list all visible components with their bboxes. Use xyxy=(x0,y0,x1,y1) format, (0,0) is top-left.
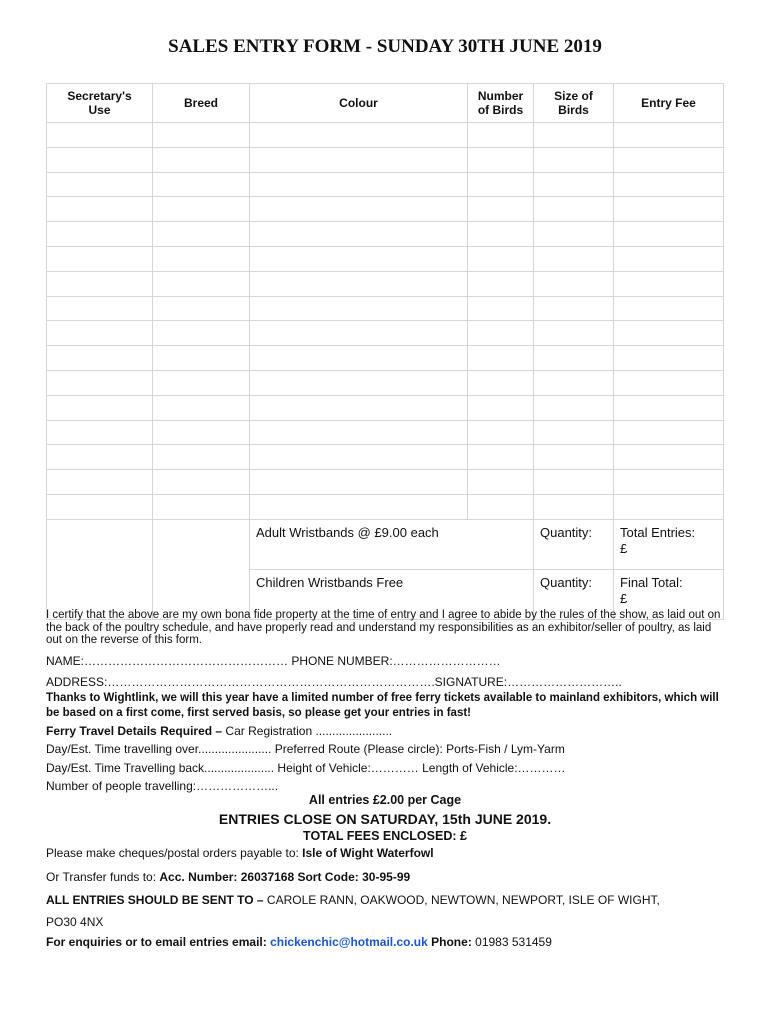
secretary-cell[interactable] xyxy=(47,271,153,296)
fee-cell[interactable] xyxy=(614,395,724,420)
secretary-cell[interactable] xyxy=(47,470,153,495)
number-cell[interactable] xyxy=(468,197,534,222)
colour-cell[interactable] xyxy=(250,222,468,247)
breed-cell[interactable] xyxy=(153,470,250,495)
fee-cell[interactable] xyxy=(614,147,724,172)
fee-cell[interactable] xyxy=(614,271,724,296)
secretary-cell[interactable] xyxy=(47,420,153,445)
breed-cell[interactable] xyxy=(153,172,250,197)
size-cell[interactable] xyxy=(534,246,614,271)
secretary-cell[interactable] xyxy=(47,494,153,519)
children-wristbands-label: Children Wristbands Free xyxy=(250,569,534,619)
enquiries-line: For enquiries or to email entries email: chickenchic@hotmail.co.uk Phone: 01983 531459 xyxy=(46,935,552,949)
table-row xyxy=(47,494,724,519)
size-cell[interactable] xyxy=(534,147,614,172)
number-cell[interactable] xyxy=(468,172,534,197)
ferry-line-3[interactable]: Number of people travelling:………………... xyxy=(46,779,279,793)
colour-cell[interactable] xyxy=(250,321,468,346)
all-entries-price: All entries £2.00 per Cage xyxy=(308,793,462,807)
adult-quantity-field[interactable]: Quantity: xyxy=(534,519,614,569)
name-phone-line[interactable]: NAME:…………………………………………… PHONE NUMBER:……………………… xyxy=(46,654,501,668)
phone-number: 01983 531459 xyxy=(471,935,552,949)
secretary-cell[interactable] xyxy=(47,172,153,197)
size-cell[interactable] xyxy=(534,445,614,470)
transfer-line: Or Transfer funds to: Acc. Number: 26037168 Sort Code: 30-95-99 xyxy=(46,870,411,884)
number-cell[interactable] xyxy=(468,470,534,495)
table-row xyxy=(47,147,724,172)
secretary-cell[interactable] xyxy=(47,246,153,271)
final-total-field[interactable]: Final Total: £ xyxy=(614,569,724,619)
colour-cell[interactable] xyxy=(250,470,468,495)
size-cell[interactable] xyxy=(534,494,614,519)
colour-cell[interactable] xyxy=(250,197,468,222)
table-row xyxy=(47,246,724,271)
colour-cell[interactable] xyxy=(250,494,468,519)
secretary-cell[interactable] xyxy=(47,346,153,371)
table-row xyxy=(47,321,724,346)
total-fees-enclosed: TOTAL FEES ENCLOSED: £ xyxy=(303,829,467,843)
header-size: Size of Birds xyxy=(534,84,614,123)
postcode-line: PO30 4NX xyxy=(46,915,104,929)
breed-cell[interactable] xyxy=(153,296,250,321)
colour-cell[interactable] xyxy=(250,445,468,470)
secretary-cell[interactable] xyxy=(47,445,153,470)
page-title: SALES ENTRY FORM - SUNDAY 30TH JUNE 2019 xyxy=(168,36,602,57)
number-cell[interactable] xyxy=(468,445,534,470)
breed-cell[interactable] xyxy=(153,271,250,296)
total-entries-field[interactable]: Total Entries: £ xyxy=(614,519,724,569)
send-to-line: ALL ENTRIES SHOULD BE SENT TO – CAROLE RANN, OAKWOOD, NEWTOWN, NEWPORT, ISLE OF WIGHT, xyxy=(46,893,660,907)
colour-cell[interactable] xyxy=(250,395,468,420)
number-cell[interactable] xyxy=(468,147,534,172)
secretary-cell[interactable] xyxy=(47,321,153,346)
table-row xyxy=(47,296,724,321)
entries-close-notice: ENTRIES CLOSE ON SATURDAY, 15th JUNE 2019. xyxy=(218,811,552,827)
adult-wristband-row xyxy=(47,519,724,569)
breed-cell[interactable] xyxy=(153,197,250,222)
fee-cell[interactable] xyxy=(614,470,724,495)
fee-cell[interactable] xyxy=(614,172,724,197)
ferry-line-2[interactable]: Day/Est. Time Travelling back..................... Height of Vehicle:………… Length of Vehicle:………… xyxy=(46,761,566,775)
breed-cell[interactable] xyxy=(153,147,250,172)
table-row xyxy=(47,370,724,395)
secretary-cell[interactable] xyxy=(47,395,153,420)
breed-cell[interactable] xyxy=(153,246,250,271)
number-cell[interactable] xyxy=(468,494,534,519)
secretary-cell[interactable] xyxy=(47,370,153,395)
breed-cell[interactable] xyxy=(153,519,250,619)
header-colour: Colour xyxy=(250,84,468,123)
table-row xyxy=(47,123,724,148)
table-row xyxy=(47,420,724,445)
table-row xyxy=(47,222,724,247)
fee-cell[interactable] xyxy=(614,222,724,247)
fee-cell[interactable] xyxy=(614,197,724,222)
certify-text: I certify that the above are my own bona fide property at the time of entry and I agree to abide by the rules of the show, as laid out on the back of the poultry schedule, and have properly read and understand my responsibilities as an exhibitor/seller of poultry, as laid out on the reverse of this form. xyxy=(46,609,721,646)
secretary-cell[interactable] xyxy=(47,123,153,148)
number-cell[interactable] xyxy=(468,123,534,148)
size-cell[interactable] xyxy=(534,123,614,148)
size-cell[interactable] xyxy=(534,395,614,420)
size-cell[interactable] xyxy=(534,470,614,495)
header-number: Number of Birds xyxy=(468,84,534,123)
secretary-cell[interactable] xyxy=(47,296,153,321)
breed-cell[interactable] xyxy=(153,370,250,395)
colour-cell[interactable] xyxy=(250,172,468,197)
table-header-row xyxy=(47,84,724,123)
size-cell[interactable] xyxy=(534,370,614,395)
colour-cell[interactable] xyxy=(250,370,468,395)
fee-cell[interactable] xyxy=(614,321,724,346)
number-cell[interactable] xyxy=(468,321,534,346)
secretary-cell[interactable] xyxy=(47,519,153,619)
address-signature-line[interactable]: ADDRESS:……………………………………………………………………….SIGNATURE:……………………….. xyxy=(46,675,622,689)
number-cell[interactable] xyxy=(468,246,534,271)
number-cell[interactable] xyxy=(468,395,534,420)
entry-table xyxy=(46,83,724,620)
fee-cell[interactable] xyxy=(614,346,724,371)
ferry-heading-line: Ferry Travel Details Required – Car Registration ....................... xyxy=(46,724,393,738)
header-secretary: Secretary's Use xyxy=(47,84,153,123)
table-row xyxy=(47,172,724,197)
number-cell[interactable] xyxy=(468,420,534,445)
fee-cell[interactable] xyxy=(614,246,724,271)
size-cell[interactable] xyxy=(534,197,614,222)
children-quantity-field[interactable]: Quantity: xyxy=(534,569,614,619)
cheques-line: Please make cheques/postal orders payable to: Isle of Wight Waterfowl xyxy=(46,846,434,860)
fee-cell[interactable] xyxy=(614,494,724,519)
header-breed: Breed xyxy=(153,84,250,123)
secretary-cell[interactable] xyxy=(47,222,153,247)
fee-cell[interactable] xyxy=(614,296,724,321)
fee-cell[interactable] xyxy=(614,123,724,148)
table-row xyxy=(47,395,724,420)
breed-cell[interactable] xyxy=(153,395,250,420)
secretary-cell[interactable] xyxy=(47,147,153,172)
table-row xyxy=(47,470,724,495)
size-cell[interactable] xyxy=(534,222,614,247)
size-cell[interactable] xyxy=(534,271,614,296)
adult-wristbands-label: Adult Wristbands @ £9.00 each xyxy=(250,519,534,569)
size-cell[interactable] xyxy=(534,172,614,197)
breed-cell[interactable] xyxy=(153,321,250,346)
number-cell[interactable] xyxy=(468,296,534,321)
fee-cell[interactable] xyxy=(614,420,724,445)
email-link[interactable]: chickenchic@hotmail.co.uk xyxy=(270,935,428,949)
table-row xyxy=(47,271,724,296)
size-cell[interactable] xyxy=(534,346,614,371)
table-row xyxy=(47,346,724,371)
number-cell[interactable] xyxy=(468,222,534,247)
size-cell[interactable] xyxy=(534,321,614,346)
colour-cell[interactable] xyxy=(250,147,468,172)
car-registration-field[interactable]: Car Registration ....................... xyxy=(222,724,393,738)
wightlink-notice: Thanks to Wightlink, we will this year have a limited number of free ferry tickets available to mainland exhibitors, which will be based on a first come, first served basis, so please get your entries in fast! xyxy=(46,692,719,719)
fee-cell[interactable] xyxy=(614,445,724,470)
breed-cell[interactable] xyxy=(153,420,250,445)
breed-cell[interactable] xyxy=(153,445,250,470)
breed-cell[interactable] xyxy=(153,494,250,519)
colour-cell[interactable] xyxy=(250,420,468,445)
header-fee: Entry Fee xyxy=(614,84,724,123)
colour-cell[interactable] xyxy=(250,123,468,148)
colour-cell[interactable] xyxy=(250,246,468,271)
table-row xyxy=(47,445,724,470)
size-cell[interactable] xyxy=(534,420,614,445)
table-row xyxy=(47,197,724,222)
colour-cell[interactable] xyxy=(250,346,468,371)
colour-cell[interactable] xyxy=(250,271,468,296)
breed-cell[interactable] xyxy=(153,123,250,148)
fee-cell[interactable] xyxy=(614,370,724,395)
number-cell[interactable] xyxy=(468,271,534,296)
size-cell[interactable] xyxy=(534,296,614,321)
colour-cell[interactable] xyxy=(250,296,468,321)
number-cell[interactable] xyxy=(468,346,534,371)
ferry-line-1[interactable]: Day/Est. Time travelling over...................... Preferred Route (Please circle): Ports-Fish / Lym-Yarm xyxy=(46,742,565,756)
secretary-cell[interactable] xyxy=(47,197,153,222)
breed-cell[interactable] xyxy=(153,222,250,247)
breed-cell[interactable] xyxy=(153,346,250,371)
number-cell[interactable] xyxy=(468,370,534,395)
